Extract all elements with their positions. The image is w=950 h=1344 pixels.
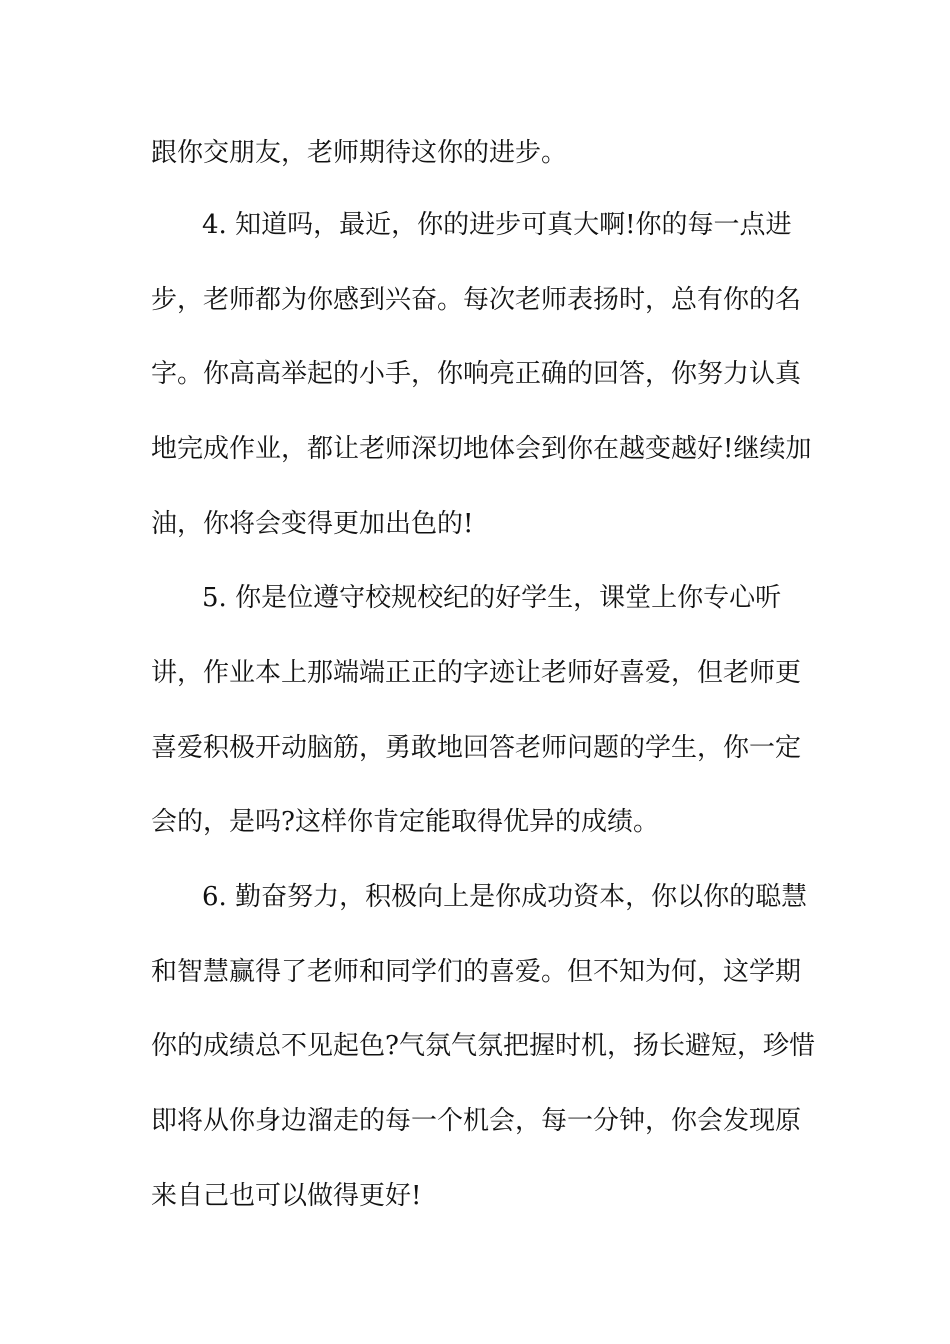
text-line: 地完成作业，都让老师深切地体会到你在越变越好!继续加 [151, 434, 812, 464]
text-line: 字。你高高举起的小手，你响亮正确的回答，你努力认真 [151, 359, 802, 389]
text-line: 即将从你身边溜走的每一个机会，每一分钟，你会发现原 [151, 1106, 802, 1136]
paragraph-4-first-line: 4. 知道吗，最近，你的进步可真大啊!你的每一点进 [202, 210, 792, 240]
text-line: 会的，是吗?这样你肯定能取得优异的成绩。 [151, 807, 659, 837]
text-line: 讲，作业本上那端端正正的字迹让老师好喜爱，但老师更 [151, 658, 802, 688]
paragraph-6-first-line: 6. 勤奋努力，积极向上是你成功资本，你以你的聪慧 [202, 882, 808, 912]
text-line: 你的成绩总不见起色?气氛气氛把握时机，扬长避短，珍惜 [151, 1031, 815, 1061]
text-line: 喜爱积极开动脑筋，勇敢地回答老师问题的学生，你一定 [151, 733, 802, 763]
text-line: 和智慧赢得了老师和同学们的喜爱。但不知为何，这学期 [151, 957, 802, 987]
text-line: 步，老师都为你感到兴奋。每次老师表扬时，总有你的名 [151, 285, 802, 315]
text-line: 来自己也可以做得更好! [151, 1181, 422, 1211]
text-line: 油，你将会变得更加出色的! [151, 509, 474, 539]
paragraph-5-first-line: 5. 你是位遵守校规校纪的好学生，课堂上你专心听 [202, 583, 782, 613]
text-line: 跟你交朋友，老师期待这你的进步。 [151, 138, 568, 168]
